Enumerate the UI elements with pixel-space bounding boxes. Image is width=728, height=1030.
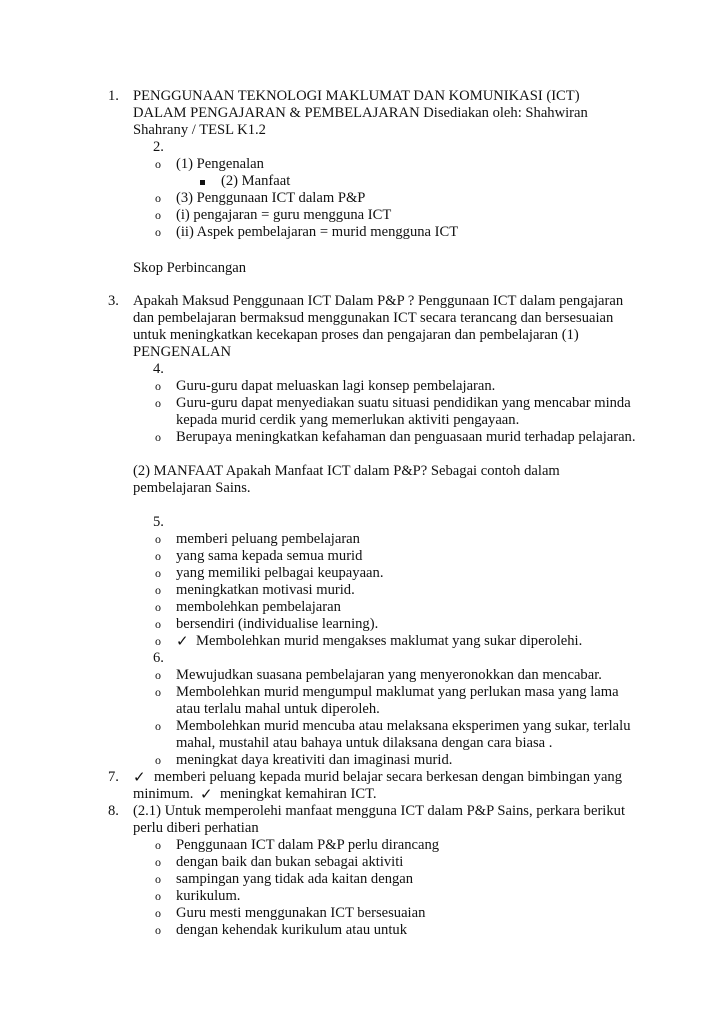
- circle-bullet-icon: o: [155, 753, 161, 767]
- text-line: untuk meningkatkan kecekapan proses dan pengajaran dan pembelajaran (1): [133, 327, 579, 343]
- list-item: Penggunaan ICT dalam P&P perlu dirancang: [176, 837, 440, 853]
- list-item: yang sama kepada semua murid: [176, 548, 363, 564]
- list-item: Membolehkan murid mengumpul maklumat yang perlukan masa yang lama: [176, 684, 619, 700]
- list-item: (ii) Aspek pembelajaran = murid mengguna ICT: [176, 224, 459, 240]
- list-item: (3) Penggunaan ICT dalam P&P: [176, 190, 366, 206]
- list-item: Mewujudkan suasana pembelajaran yang menyeronokkan dan mencabar.: [176, 667, 602, 683]
- circle-bullet-icon: o: [155, 600, 161, 614]
- circle-bullet-icon: o: [155, 191, 161, 205]
- circle-bullet-icon: o: [155, 396, 161, 410]
- check-icon: ✓: [200, 785, 213, 803]
- circle-bullet-icon: o: [155, 889, 161, 903]
- list-item: dengan baik dan bukan sebagai aktiviti: [176, 854, 404, 870]
- list-item: bersendiri (individualise learning).: [176, 616, 379, 632]
- text-line: minimum.: [133, 786, 194, 802]
- list-item: Berupaya meningkatkan kefahaman dan penguasaan murid terhadap pelajaran.: [176, 429, 636, 445]
- circle-bullet-icon: o: [155, 668, 161, 682]
- list-item: (i) pengajaran = guru mengguna ICT: [176, 207, 392, 223]
- text-line: dan pembelajaran bermaksud menggunakan ICT secara terancang dan bersesuaian: [133, 310, 614, 326]
- list-item: Membolehkan murid mengakses maklumat yang sukar diperolehi.: [196, 633, 583, 649]
- check-icon: ✓: [133, 768, 146, 786]
- item-number: 3.: [108, 293, 119, 309]
- list-item: Guru-guru dapat meluaskan lagi konsep pembelajaran.: [176, 378, 496, 394]
- list-item: sampingan yang tidak ada kaitan dengan: [176, 871, 414, 887]
- circle-bullet-icon: o: [155, 430, 161, 444]
- text-line: PENGGUNAAN TEKNOLOGI MAKLUMAT DAN KOMUNIKASI (ICT): [133, 88, 580, 104]
- circle-bullet-icon: o: [155, 583, 161, 597]
- list-item: meningkatkan motivasi murid.: [176, 582, 355, 598]
- section-heading: Skop Perbincangan: [133, 260, 247, 276]
- text-line: perlu diberi perhatian: [133, 820, 259, 836]
- circle-bullet-icon: o: [155, 208, 161, 222]
- list-item-continuation: mahal, mustahil atau bahaya untuk dilaksana dengan cara biasa .: [176, 735, 553, 751]
- text-line: (2.1) Untuk memperolehi manfaat mengguna ICT dalam P&P Sains, perkara berikut: [133, 803, 626, 819]
- circle-bullet-icon: o: [155, 566, 161, 580]
- circle-bullet-icon: o: [155, 923, 161, 937]
- circle-bullet-icon: o: [155, 225, 161, 239]
- circle-bullet-icon: o: [155, 532, 161, 546]
- circle-bullet-icon: o: [155, 685, 161, 699]
- circle-bullet-icon: o: [155, 838, 161, 852]
- circle-bullet-icon: o: [155, 617, 161, 631]
- text-line: pembelajaran Sains.: [133, 480, 251, 496]
- list-item-continuation: kepada murid cerdik yang memerlukan aktiviti pengayaan.: [176, 412, 520, 428]
- text-line: Shahrany / TESL K1.2: [133, 122, 266, 138]
- circle-bullet-icon: o: [155, 872, 161, 886]
- list-item-continuation: atau terlalu mahal untuk diperoleh.: [176, 701, 380, 717]
- item-number: 7.: [108, 769, 119, 785]
- circle-bullet-icon: o: [155, 379, 161, 393]
- list-item: memberi peluang pembelajaran: [176, 531, 360, 547]
- list-item: (1) Pengenalan: [176, 156, 264, 172]
- item-number: 5.: [153, 514, 164, 530]
- circle-bullet-icon: o: [155, 157, 161, 171]
- text-line: (2) MANFAAT Apakah Manfaat ICT dalam P&P? Sebagai contoh dalam: [133, 463, 560, 479]
- text-line: memberi peluang kepada murid belajar secara berkesan dengan bimbingan yang: [154, 769, 623, 785]
- item-number: 1.: [108, 88, 119, 104]
- square-bullet-icon: [200, 180, 205, 185]
- circle-bullet-icon: o: [155, 855, 161, 869]
- list-item: yang memiliki pelbagai keupayaan.: [176, 565, 384, 581]
- list-item: dengan kehendak kurikulum atau untuk: [176, 922, 408, 938]
- circle-bullet-icon: o: [155, 549, 161, 563]
- text-line: Apakah Maksud Penggunaan ICT Dalam P&P ? Penggunaan ICT dalam pengajaran: [133, 293, 624, 309]
- circle-bullet-icon: o: [155, 719, 161, 733]
- list-item: kurikulum.: [176, 888, 241, 904]
- list-item: (2) Manfaat: [221, 173, 291, 189]
- text-line: PENGENALAN: [133, 344, 232, 360]
- circle-bullet-icon: o: [155, 634, 161, 648]
- circle-bullet-icon: o: [155, 906, 161, 920]
- list-item: membolehkan pembelajaran: [176, 599, 341, 615]
- item-number: 8.: [108, 803, 119, 819]
- text-line: meningkat kemahiran ICT.: [220, 786, 377, 802]
- text-line: DALAM PENGAJARAN & PEMBELAJARAN Disediakan oleh: Shahwiran: [133, 105, 588, 121]
- list-item: Guru mesti menggunakan ICT bersesuaian: [176, 905, 426, 921]
- list-item: meningkat daya kreativiti dan imaginasi murid.: [176, 752, 453, 768]
- check-icon: ✓: [176, 632, 189, 650]
- item-number: 6.: [153, 650, 164, 666]
- list-item: Membolehkan murid mencuba atau melaksana eksperimen yang sukar, terlalu: [176, 718, 631, 734]
- item-number: 4.: [153, 361, 164, 377]
- item-number: 2.: [153, 139, 164, 155]
- list-item: Guru-guru dapat menyediakan suatu situasi pendidikan yang mencabar minda: [176, 395, 631, 411]
